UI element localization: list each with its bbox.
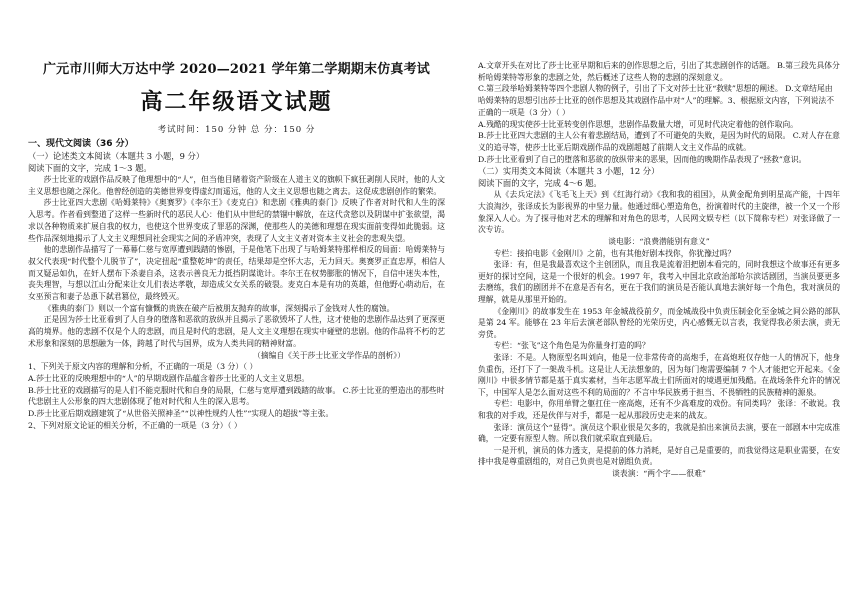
- passage-paragraph: 他的悲剧作品描写了一幕幕仁慈与宽厚遭到践踏的惨剧，于是他笔下出现了与哈姆莱特那样相反的局面：哈姆莱特与叔父代表现“时代整个儿脱节了”，决定扭起“重整乾坤”的责任，结果却是空怀大志，无力回天。奥赛罗正直忠厚，相信人而又疑忌如仇，在奸人摆布下杀妻自杀，这表示善良无力抵挡阴谋诡计。李尔王在权势膨胀的情况下，自信中迷失本性，丧失理智，与想以江山分配来让女儿们表达孝敬，却造成父女关系的破裂。麦克白本是有功的英雄，但他野心萌动后，在女巫预言和妻子怂恿下弑君篡位，最终毁灭。: [28, 245, 445, 302]
- question-line: 1、下列关于原文内容的理解和分析，不正确的一项是（3 分）（ ）: [28, 362, 258, 372]
- question-line: D.莎士比亚后期戏剧建筑了“从世俗关照神圣”“以神性规约人性”“实现人的超拔”等主张。: [28, 409, 334, 419]
- dialogue-line: 《金刚川》的故事发生在 1953 年金城战役前夕，而金城战役中负责压制金化至金城之间公路的部队是第 24 军。能够在 23 年后去演老部队曾经的光荣历史，内心感慨无以言表，我觉得我必须去演，责无旁贷。: [478, 306, 840, 339]
- passage-source: （摘编自《关于莎士比亚文学作品的剖析》）: [252, 350, 405, 360]
- section-heading: 一、现代文阅读（36 分）: [28, 139, 134, 149]
- option-line: D.莎士比亚看到了自己的堕落和恶欲的放纵带来的恶果，因而他的晚期作品表现了“拯救”意识。: [478, 154, 807, 164]
- page-title: 高二年级语文试题: [140, 89, 333, 115]
- dialogue-line: 张译：有，但是我最喜欢这个主创团队，而且我是流着泪把剧本看完的，同时我想这个故事还有更多更好的探讨空间，这是一个很好的机会。1997 年，我考入中国北京政治部哈尔滨话剧团，当演员要更多去磨练，我们的剧团并不在意是否有名，更在于我们的演员是否能认真地去演好每一个角色，我对演员的理解，就是从那里开始的。: [478, 260, 840, 305]
- option-line: A.残酷的现实使莎士比亚转变创作思想，悲剧作品数量大增，可见时代决定着他的创作取向。: [478, 119, 798, 129]
- dialogue-line: 张译：演员这个“显得”。演员这个职业很是欠多的，我就是拍出来演员去演，要在一部剧本中完成准确，一定要有原型人物。所以我们就采取直到最后。: [478, 422, 840, 444]
- passage-paragraph: 莎士比亚四大悲剧《哈姆莱特》《奥赛罗》《李尔王》《麦克白》和悲剧《雅典的泰门》反映了作者对时代和人生的深入思考。作者看到整道了这样一些新时代的恶民人心：他们从中世纪的禁锢中解放，在这代贪慾以及阴谋中扩张欲望，渴求以各种物质来扩展自我的权力，也使这个世界变成了罪恶的深渊，使那些人的美德和理想在现实面前变得如此脆弱。这些作品深刻地揭示了人文主义理想同社会现实之间的矛盾冲突，表现了人文主义者对资本主义社会的悲观失望。: [28, 198, 445, 243]
- part2-heading: （二）实用类文本阅读（本题共 3 小题，12 分）: [478, 166, 660, 177]
- option-line: B.莎士比亚四大悲剧的主人公有着悲剧结局，遭到了不可避免的失败，是因为时代的局限。 C.对人存在意义的追寻等，使莎士比亚后期戏剧作品的戏剧超越了前期人文主义作品的成就。: [478, 131, 840, 152]
- dialogue-line: 专栏：电影中，你用单臂之躯扛住一座高炮，还有不少高难度的戏份。有同类吗？ 张译：不敢说。我和我的对手戏，还是伙伴与对手，都是一起从那段历史走来的战友。: [478, 399, 840, 421]
- passage-paragraph: 《雅典的泰门》则以一个富有慷慨的贵族在破产后被朋友抛弃的故事，深刻揭示了金钱对人性的腐蚀。: [43, 303, 395, 313]
- interview-intro: 从《去兵定法》《飞毛飞上天》到《红海行动》《我和我的祖国》，从黄金配角到明星高产能，十四年大浪淘沙，张译成长为影视界的中坚力量。他通过细心塑造角色，扮演着时代的主旋律，被一个又一个形象深入人心。为了探寻他对艺术的理解和对角色的思考，人民网文娱专栏（以下简称专栏）对张译做了一次专访。: [478, 190, 840, 235]
- option-line: A.文章开头在对比了莎士比亚早期和后来的创作思想之后，引出了其悲剧创作的话题。 B.第三段先具体分析哈姆莱特等形象的悲剧之处，然后概述了这些人物的悲剧的深刻意义。: [478, 61, 840, 82]
- option-line: C.第三段举哈姆莱特等四个悲剧人物的例子，引出了下文对莎士比亚“救赎”思想的阐述。 D.文章结尾由哈姆莱特的思想引出莎士比亚的创作思想及其戏剧作品中对“人”的理解。3、根据原文内容，下列说法不正确的一项是（3 分）（ ）: [478, 84, 834, 117]
- right-column: [478, 60, 840, 605]
- dialogue-line: 专栏：“张飞”这个角色是为你量身打造的吗？: [493, 341, 650, 351]
- exam-header: [28, 55, 445, 135]
- question-line: A.莎士比亚的反映理想中的“人”的早期戏剧作品蕴含着莎士比亚的人文主义思想。: [28, 373, 310, 383]
- interview-caption: 谈表演：“两个字——很难”: [612, 468, 706, 478]
- passage-intro: 莎士比亚的戏剧作品反映了他理想中的“人”，但当他目睹着资产阶级在人道主义的旗帜下疯狂剥削人民时，他的人文主义思想也随之深化。他曾经创造的美德世界变得虚幻而遥远，他的人文主义思想也随之离去。这促成悲剧创作的繁荣。: [28, 175, 445, 196]
- part1-heading: （一）论述类文本阅读（本题共 3 小题，9 分）: [28, 151, 205, 161]
- school-title: 广元市川师大万达中学 2020—2021 学年第二学期期末仿真考试: [42, 62, 430, 77]
- dialogue-line: 专栏：接拍电影《金刚川》之前，也有其他好剧本找你，你犹豫过吗？: [493, 248, 736, 258]
- left-column: [28, 132, 445, 431]
- question-line: 2、下列对原文论证的相关分析，不正确的一项是（3 分）（ ）: [28, 420, 242, 430]
- question-line: B.莎士比亚的戏剧描写的是人们不能克服时代和自身的局限，仁慈与宽厚遭到践踏的故事。 C.莎士比亚的塑造出的那些时代悲剧主人公形象的四大悲剧体现了他对时代和人生的深入思考。: [28, 385, 445, 407]
- dialogue-line: 张译：不是。人物原型名叫刘向，他是一位非常传奇的高炮手，在高炮班仅存他一人的情况下，他身负重伤，还打下了一架战斗机。这是让人无法想象的，因为每门炮需要编制 7 个人才能把它开起来。《金刚川》中很多情节都是基于真实素材，当年志愿军战士们所面对的境遇更加残酷。在战场条件允许的情况下，中国军人是怎么面对这些不利的局面的？不言中华民族勇于担当、不畏牺牲的民族精神的源泉。: [478, 353, 840, 397]
- part2-instruction: 阅读下面的文字，完成 4～6 题。: [478, 178, 602, 189]
- part1-instruction: 阅读下面的文字，完成 1～3 题。: [28, 163, 152, 173]
- passage-paragraph-final: 正是因为莎士比亚看到了人自身的堕落和恶欲的放纵并且揭示了恶欲毁坏了人性，这才使他的悲剧作品达到了更深更高的境界。他的悲剧不仅是个人的悲剧，而且是时代的悲剧，是人文主义理想在现实中碰壁的悲剧。他的作品将不朽的艺术形象和深刻的思想融为一体，跨越了时代与国界，成为人类共同的精神财富。: [28, 315, 445, 348]
- dialogue-line: 一是开机，演员的体力透支，是提前的体力消耗，是好自己是重要的，而我觉得这是职业需要，在安排中我是尊重剧组的，对自己负责也是对剧组负责。: [478, 445, 840, 467]
- interview-subtitle: 谈电影：“浪费潜能别有意义”: [608, 236, 710, 246]
- exam-meta: 考试时间：150 分钟 总 分：150 分: [157, 125, 316, 135]
